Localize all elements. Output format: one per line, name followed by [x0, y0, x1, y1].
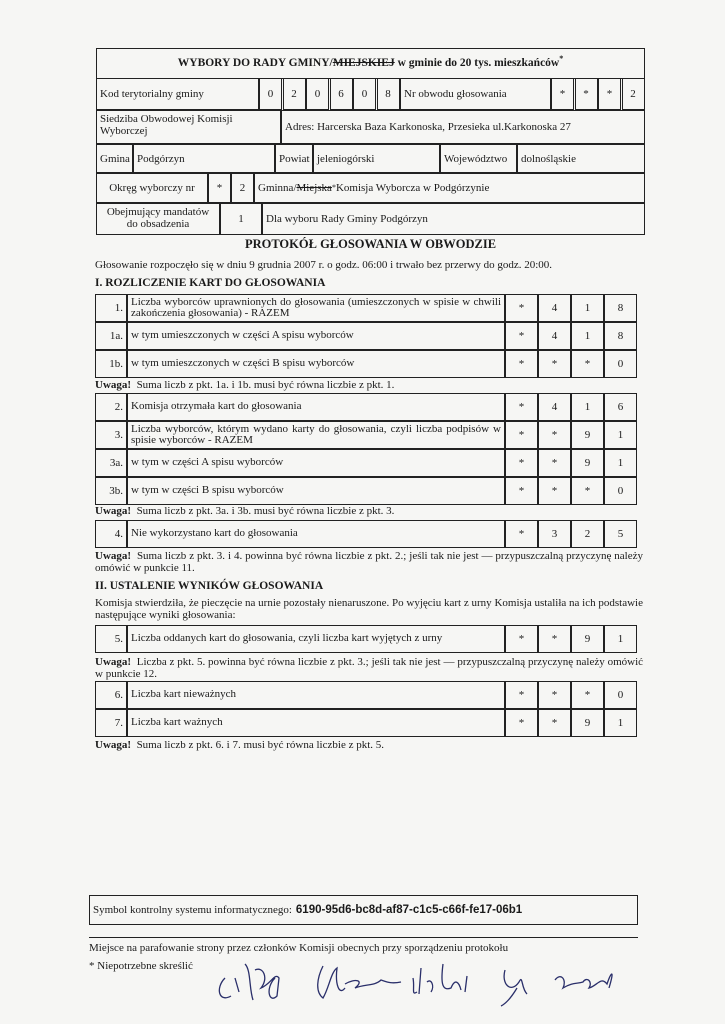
powiat-value: jeleniogórski: [313, 144, 440, 173]
note-1: Uwaga! Suma liczb z pkt. 1a. i 1b. musi być równa liczbie z pkt. 1.: [95, 379, 395, 391]
row-digit: *: [505, 449, 538, 477]
gmina-label: Gmina: [96, 144, 133, 173]
okreg-label: Okręg wyborczy nr: [96, 173, 208, 203]
row-digit: *: [571, 681, 604, 709]
obwod-digit: 2: [622, 78, 645, 110]
okreg-digit: *: [208, 173, 231, 203]
row-number: 1a.: [95, 322, 127, 350]
note-5: Uwaga! Suma liczb z pkt. 6. i 7. musi być równa liczbie z pkt. 5.: [95, 739, 385, 751]
obwod-digit: *: [598, 78, 621, 110]
row-digit: 1: [604, 625, 637, 653]
row-number: 4.: [95, 520, 127, 548]
section-2-intro: Komisja stwierdziła, że pieczęcie na urnie pozostały nienaruszone. Po wyjęciu kart z urny Komisja ustaliła na ich podstawie następujące wyniki głosowania:: [95, 597, 643, 621]
row-digit: 0: [604, 350, 637, 378]
row-digit: 9: [571, 449, 604, 477]
symbol-label: Symbol kontrolny systemu informatycznego:: [93, 904, 292, 916]
protocol-title: PROTOKÓŁ GŁOSOWANIA W OBWODZIE: [244, 237, 497, 251]
obwod-digit: *: [551, 78, 574, 110]
row-digit: *: [505, 393, 538, 421]
note-3: Uwaga! Suma liczb z pkt. 3. i 4. powinna być równa liczbie z pkt. 2.; jeśli tak nie jest — przypuszczalną przyczynę należy omówić w punkcie 11.: [95, 550, 643, 574]
row-number: 3.: [95, 421, 127, 449]
section-2-heading: II. USTALENIE WYNIKÓW GŁOSOWANIA: [95, 580, 324, 592]
row-digit: 2: [571, 520, 604, 548]
section-1-heading: I. ROZLICZENIE KART DO GŁOSOWANIA: [95, 277, 326, 289]
row-digit: *: [538, 449, 571, 477]
row-digit: 0: [604, 681, 637, 709]
okreg-digit: 2: [231, 173, 254, 203]
row-digit: *: [505, 681, 538, 709]
kod-digit: 2: [283, 78, 306, 110]
wojewodztwo-value: dolnośląskie: [517, 144, 645, 173]
row-digit: *: [505, 294, 538, 322]
wojewodztwo-label: Województwo: [440, 144, 517, 173]
row-digit: 8: [604, 322, 637, 350]
row-digit: 4: [538, 322, 571, 350]
row-number: 5.: [95, 625, 127, 653]
mandaty-value: 1: [220, 203, 262, 235]
election-title: WYBORY DO RADY GMINY/MIEJSKIEJ w gminie do 20 tys. mieszkańców*: [177, 54, 564, 69]
row-label: Komisja otrzymała kart do głosowania: [127, 393, 505, 421]
row-digit: *: [538, 477, 571, 505]
signatures-image: [205, 948, 665, 1008]
row-label: Nie wykorzystano kart do głosowania: [127, 520, 505, 548]
row-digit: 5: [604, 520, 637, 548]
komisja-name: Gminna/ Miejska * Komisja Wyborcza w Podgórzynie: [254, 173, 645, 203]
siedziba-label: Siedziba Obwodowej Komisji Wyborczej: [96, 110, 281, 144]
row-digit: 9: [571, 421, 604, 449]
kod-digit: 0: [259, 78, 282, 110]
address: Adres: Harcerska Baza Karkonoska, Przesieka ul.Karkonoska 27: [281, 110, 645, 144]
row-digit: *: [571, 477, 604, 505]
row-digit: *: [571, 350, 604, 378]
row-digit: *: [505, 709, 538, 737]
row-digit: 1: [604, 421, 637, 449]
row-digit: *: [538, 350, 571, 378]
row-digit: 0: [604, 477, 637, 505]
kod-digit: 0: [353, 78, 376, 110]
row-digit: *: [538, 681, 571, 709]
row-number: 6.: [95, 681, 127, 709]
row-digit: *: [505, 421, 538, 449]
gmina-value: Podgórzyn: [133, 144, 275, 173]
row-digit: *: [538, 625, 571, 653]
row-digit: 1: [571, 322, 604, 350]
row-digit: 4: [538, 393, 571, 421]
kod-digit: 0: [306, 78, 329, 110]
mandaty-label: Obejmujący mandatów do obsadzenia: [96, 203, 220, 235]
row-label: w tym w części B spisu wyborców: [127, 477, 505, 505]
row-digit: 8: [604, 294, 637, 322]
row-number: 1.: [95, 294, 127, 322]
row-number: 2.: [95, 393, 127, 421]
powiat-label: Powiat: [275, 144, 313, 173]
niepotrzebne-note: * Niepotrzebne skreślić: [89, 960, 193, 972]
row-digit: *: [505, 350, 538, 378]
row-digit: *: [538, 709, 571, 737]
note-4: Uwaga! Liczba z pkt. 5. powinna być równa liczbie z pkt. 3.; jeśli tak nie jest — przypuszczalną przyczynę należy omówić w punkcie 12.: [95, 656, 644, 680]
parafowanie-text: Miejsce na parafowanie strony przez członków Komisji obecnych przy sporządzeniu protokołu: [89, 942, 509, 954]
row-digit: 9: [571, 709, 604, 737]
row-digit: 1: [571, 393, 604, 421]
symbol-value: 6190-95d6-bc8d-af87-c1c5-c66f-fe17-06b1: [295, 904, 523, 916]
kod-digit: 8: [377, 78, 400, 110]
nr-obwodu-label: Nr obwodu głosowania: [400, 78, 551, 110]
row-label: w tym umieszczonych w części B spisu wyborców: [127, 350, 505, 378]
row-number: 3a.: [95, 449, 127, 477]
rada-label: Dla wyboru Rady Gminy Podgórzyn: [262, 203, 645, 235]
row-label: w tym w części A spisu wyborców: [127, 449, 505, 477]
row-number: 3b.: [95, 477, 127, 505]
row-label: Liczba wyborców uprawnionych do głosowania (umieszczonych w spisie w chwili zakończenia głosowania) - RAZEM: [127, 294, 505, 322]
row-digit: *: [505, 625, 538, 653]
row-label: Liczba kart ważnych: [127, 709, 505, 737]
row-label: w tym umieszczonych w części A spisu wyborców: [127, 322, 505, 350]
note-2: Uwaga! Suma liczb z pkt. 3a. i 3b. musi być równa liczbie z pkt. 3.: [95, 505, 395, 517]
row-digit: 3: [538, 520, 571, 548]
row-digit: 9: [571, 625, 604, 653]
start-line: Głosowanie rozpoczęło się w dniu 9 grudnia 2007 r. o godz. 06:00 i trwało bez przerwy do godz. 20:00.: [95, 259, 553, 271]
row-number: 1b.: [95, 350, 127, 378]
row-digit: 6: [604, 393, 637, 421]
row-digit: 1: [604, 709, 637, 737]
row-digit: *: [505, 520, 538, 548]
row-label: Liczba wyborców, którym wydano karty do głosowania, czyli liczba podpisów w spisie wyborców - RAZEM: [127, 421, 505, 449]
row-digit: *: [538, 421, 571, 449]
symbol-box: [89, 895, 638, 925]
row-label: Liczba kart nieważnych: [127, 681, 505, 709]
row-digit: 1: [571, 294, 604, 322]
obwod-digit: *: [575, 78, 598, 110]
kod-label: Kod terytorialny gminy: [96, 78, 259, 110]
row-number: 7.: [95, 709, 127, 737]
row-digit: *: [505, 322, 538, 350]
row-digit: *: [505, 477, 538, 505]
kod-digit: 6: [330, 78, 353, 110]
row-label: Liczba oddanych kart do głosowania, czyli liczba kart wyjętych z urny: [127, 625, 505, 653]
row-digit: 4: [538, 294, 571, 322]
row-digit: 1: [604, 449, 637, 477]
